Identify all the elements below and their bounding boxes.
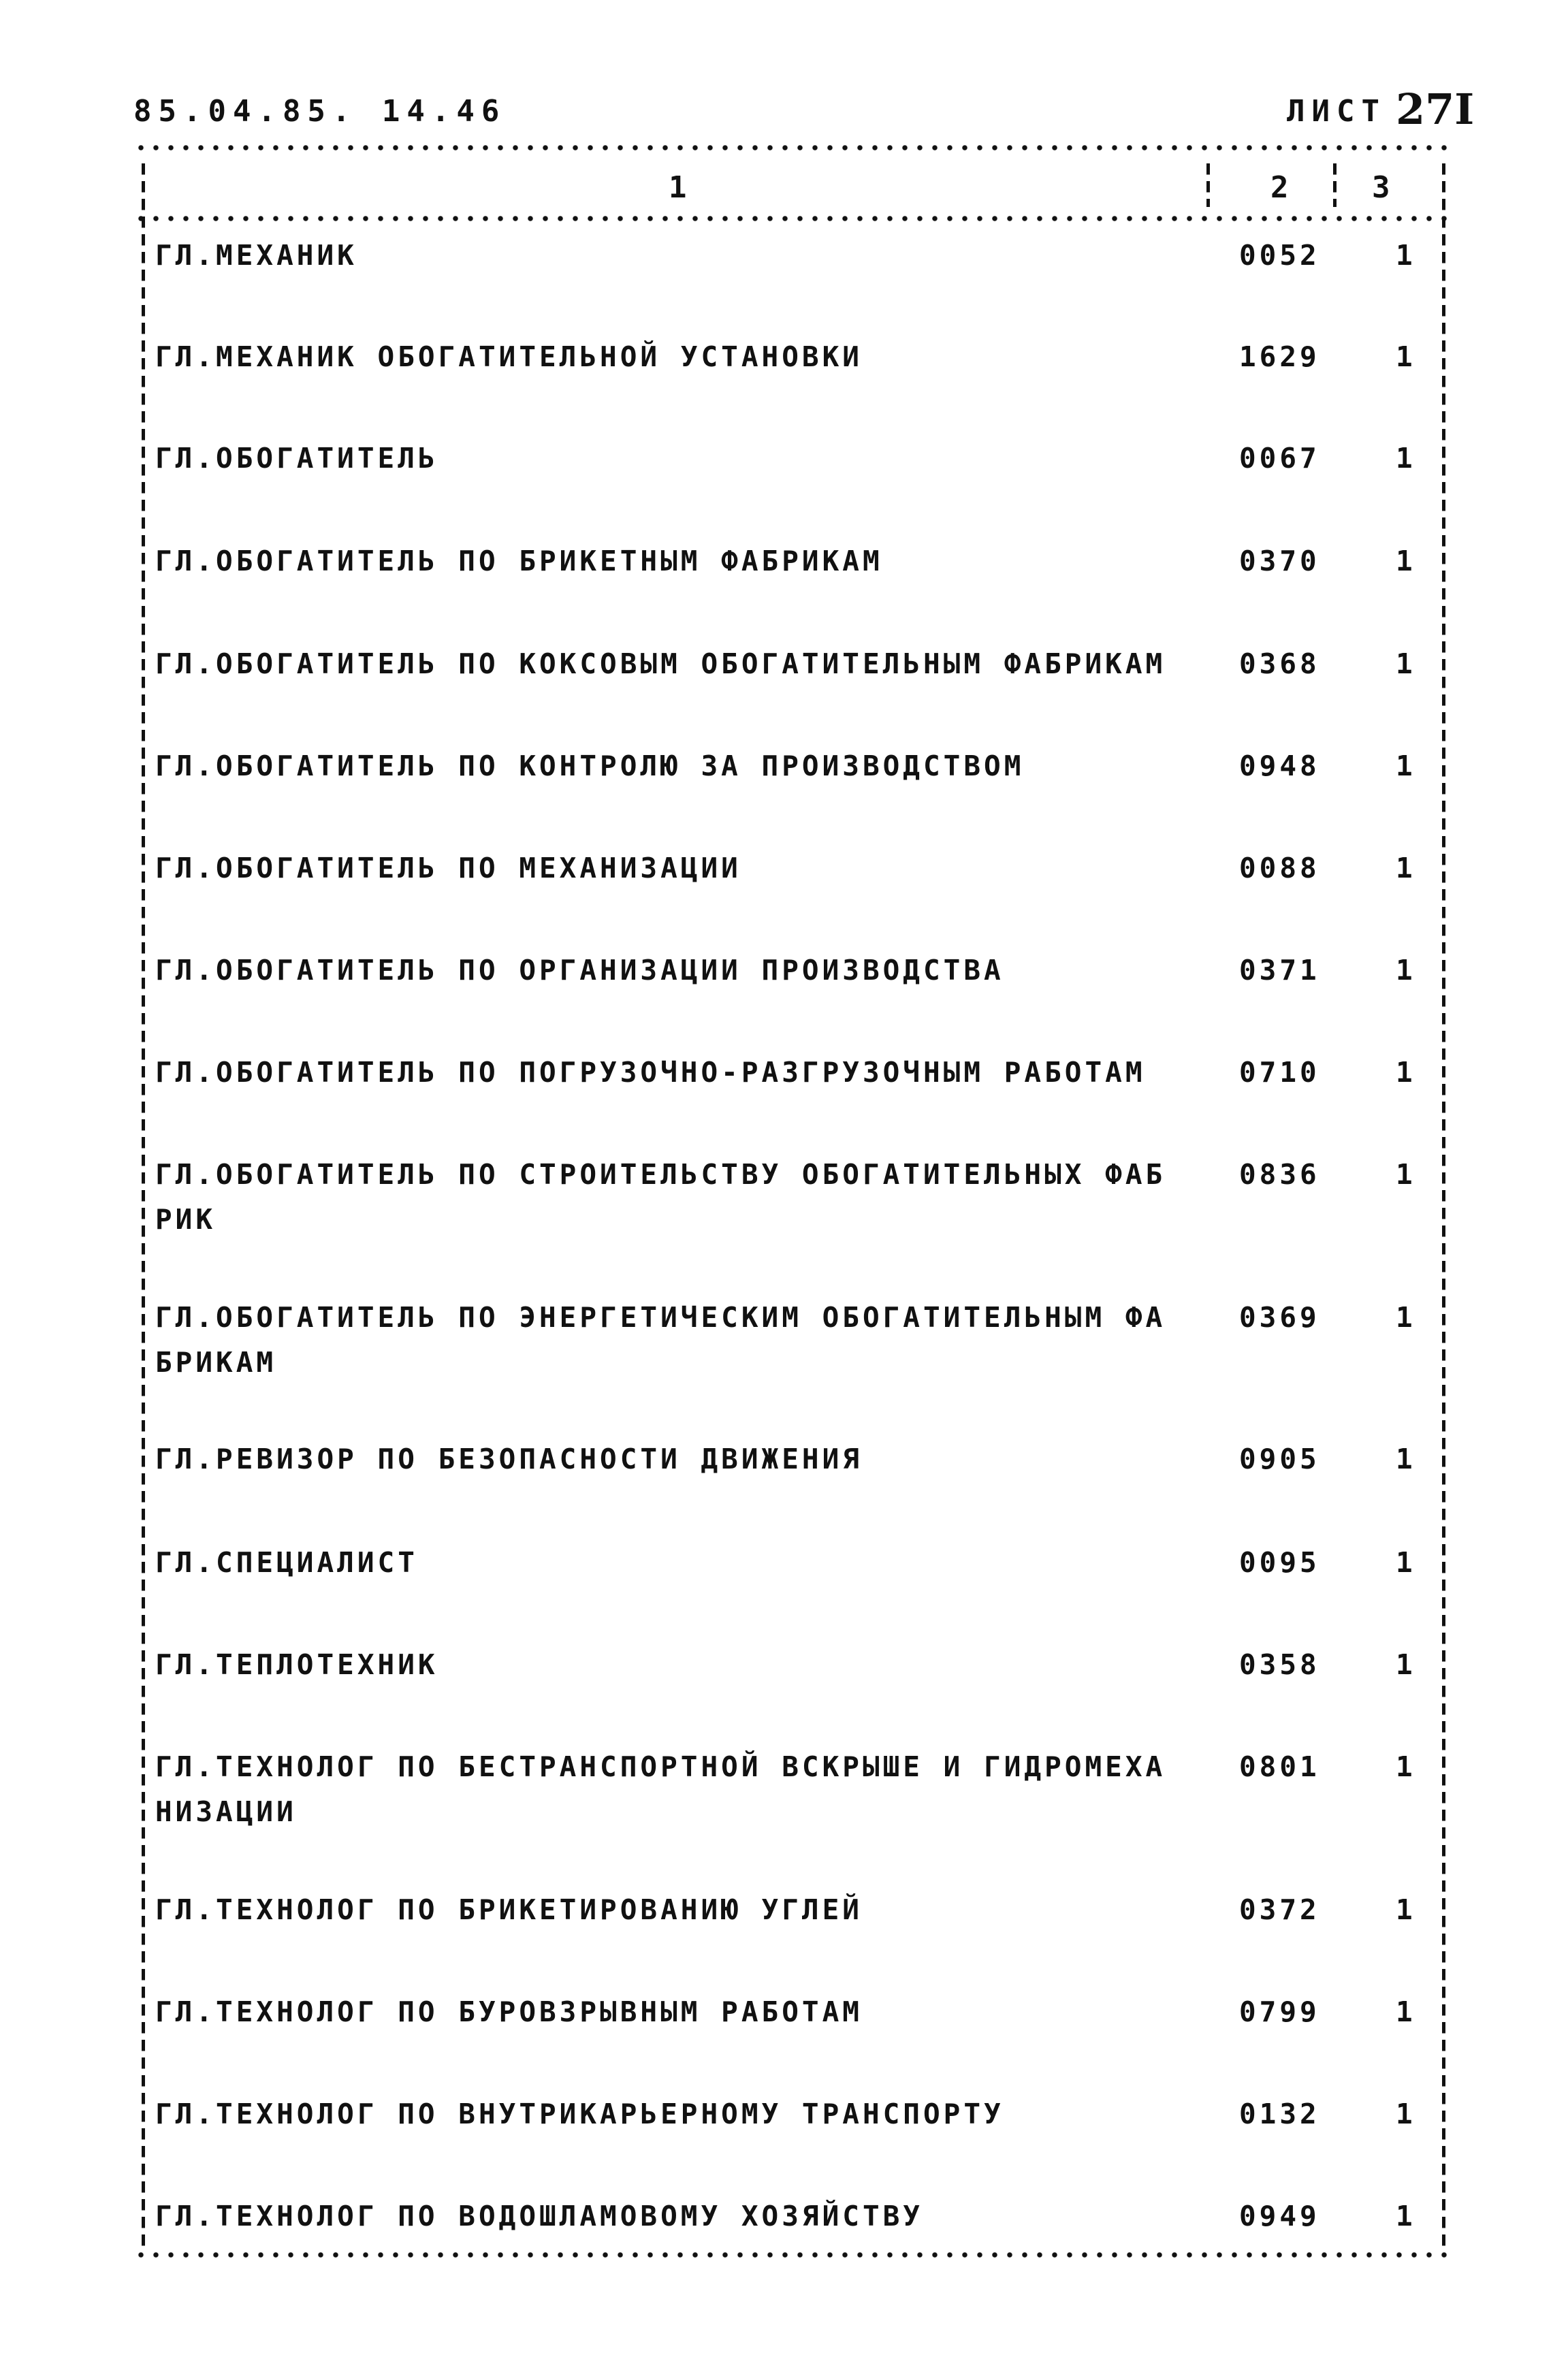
sheet-number: 27I: [1396, 84, 1475, 134]
job-title: ГЛ.ОБОГАТИТЕЛЬ ПО ПОГРУЗОЧНО-РАЗГРУЗОЧНЫМ РАБОТАМ: [155, 1056, 1146, 1089]
sheet-label: ЛИСТ: [1287, 94, 1386, 129]
left-border: [142, 163, 145, 2247]
column-divider-2-3: [1333, 163, 1337, 207]
right-border: [1442, 163, 1445, 2247]
job-code: 1629: [1239, 340, 1320, 373]
quantity: 1: [1396, 340, 1416, 373]
job-code: 0948: [1239, 750, 1320, 782]
column-header-2: 2: [1270, 170, 1289, 205]
job-code: 0132: [1239, 2098, 1320, 2130]
column-header-1: 1: [669, 170, 687, 205]
job-code: 0067: [1239, 442, 1320, 475]
quantity: 1: [1396, 1546, 1416, 1579]
job-title: ГЛ.ОБОГАТИТЕЛЬ ПО БРИКЕТНЫМ ФАБРИКАМ: [155, 545, 883, 577]
job-title: ГЛ.ОБОГАТИТЕЛЬ ПО КОНТРОЛЮ ЗА ПРОИЗВОДСТВОМ: [155, 750, 1025, 782]
job-title: ГЛ.МЕХАНИК ОБОГАТИТЕЛЬНОЙ УСТАНОВКИ: [155, 340, 863, 373]
job-code: 0370: [1239, 545, 1320, 577]
top-star-rule: [133, 143, 1451, 153]
job-code: 0052: [1239, 239, 1320, 272]
job-title: ГЛ.ТЕХНОЛОГ ПО БРИКЕТИРОВАНИЮ УГЛЕЙ: [155, 1893, 863, 1926]
job-title: ГЛ.ТЕХНОЛОГ ПО БЕСТРАНСПОРТНОЙ ВСКРЫШЕ И ГИДРОМЕХА НИЗАЦИИ: [155, 1750, 1166, 1828]
job-title: ГЛ.ОБОГАТИТЕЛЬ ПО ОРГАНИЗАЦИИ ПРОИЗВОДСТВА: [155, 954, 1004, 987]
job-title: ГЛ.ОБОГАТИТЕЛЬ ПО МЕХАНИЗАЦИИ: [155, 852, 741, 884]
job-code: 0095: [1239, 1546, 1320, 1579]
job-code: 0905: [1239, 1443, 1320, 1475]
job-code: 0710: [1239, 1056, 1320, 1089]
quantity: 1: [1396, 1750, 1416, 1783]
job-code: 0801: [1239, 1750, 1320, 1783]
job-code: 0368: [1239, 647, 1320, 680]
job-title: ГЛ.ТЕПЛОТЕХНИК: [155, 1648, 438, 1681]
quantity: 1: [1396, 750, 1416, 782]
quantity: 1: [1396, 1893, 1416, 1926]
job-title: ГЛ.ОБОГАТИТЕЛЬ ПО КОКСОВЫМ ОБОГАТИТЕЛЬНЫМ ФАБРИКАМ: [155, 647, 1166, 680]
column-divider-1-2: [1206, 163, 1210, 207]
quantity: 1: [1396, 545, 1416, 577]
job-title: ГЛ.ОБОГАТИТЕЛЬ ПО ЭНЕРГЕТИЧЕСКИМ ОБОГАТИТЕЛЬНЫМ ФА БРИКАМ: [155, 1301, 1166, 1379]
quantity: 1: [1396, 954, 1416, 987]
print-timestamp: 85.04.85. 14.46: [133, 94, 507, 129]
job-code: 0088: [1239, 852, 1320, 884]
job-title: ГЛ.СПЕЦИАЛИСТ: [155, 1546, 418, 1579]
quantity: 1: [1396, 2200, 1416, 2232]
quantity: 1: [1396, 852, 1416, 884]
quantity: 1: [1396, 1301, 1416, 1334]
job-code: 0836: [1239, 1158, 1320, 1191]
job-code: 0949: [1239, 2200, 1320, 2232]
job-code: 0369: [1239, 1301, 1320, 1334]
quantity: 1: [1396, 1443, 1416, 1475]
job-title: ГЛ.ТЕХНОЛОГ ПО ВНУТРИКАРЬЕРНОМУ ТРАНСПОРТУ: [155, 2098, 1004, 2130]
job-code: 0358: [1239, 1648, 1320, 1681]
quantity: 1: [1396, 1056, 1416, 1089]
job-title: ГЛ.МЕХАНИК: [155, 239, 357, 272]
quantity: 1: [1396, 239, 1416, 272]
job-title: ГЛ.ТЕХНОЛОГ ПО ВОДОШЛАМОВОМУ ХОЗЯЙСТВУ: [155, 2200, 923, 2232]
quantity: 1: [1396, 1996, 1416, 2028]
job-code: 0372: [1239, 1893, 1320, 1926]
quantity: 1: [1396, 1158, 1416, 1191]
quantity: 1: [1396, 442, 1416, 475]
job-code: 0371: [1239, 954, 1320, 987]
job-title: ГЛ.ТЕХНОЛОГ ПО БУРОВЗРЫВНЫМ РАБОТАМ: [155, 1996, 863, 2028]
bottom-star-rule: [133, 2250, 1451, 2260]
job-title: ГЛ.ОБОГАТИТЕЛЬ ПО СТРОИТЕЛЬСТВУ ОБОГАТИТЕЛЬНЫХ ФАБ РИК: [155, 1158, 1166, 1236]
quantity: 1: [1396, 647, 1416, 680]
job-title: ГЛ.РЕВИЗОР ПО БЕЗОПАСНОСТИ ДВИЖЕНИЯ: [155, 1443, 863, 1475]
header-star-rule: [133, 214, 1451, 223]
job-title: ГЛ.ОБОГАТИТЕЛЬ: [155, 442, 438, 475]
column-header-3: 3: [1372, 170, 1390, 205]
quantity: 1: [1396, 2098, 1416, 2130]
quantity: 1: [1396, 1648, 1416, 1681]
job-code: 0799: [1239, 1996, 1320, 2028]
